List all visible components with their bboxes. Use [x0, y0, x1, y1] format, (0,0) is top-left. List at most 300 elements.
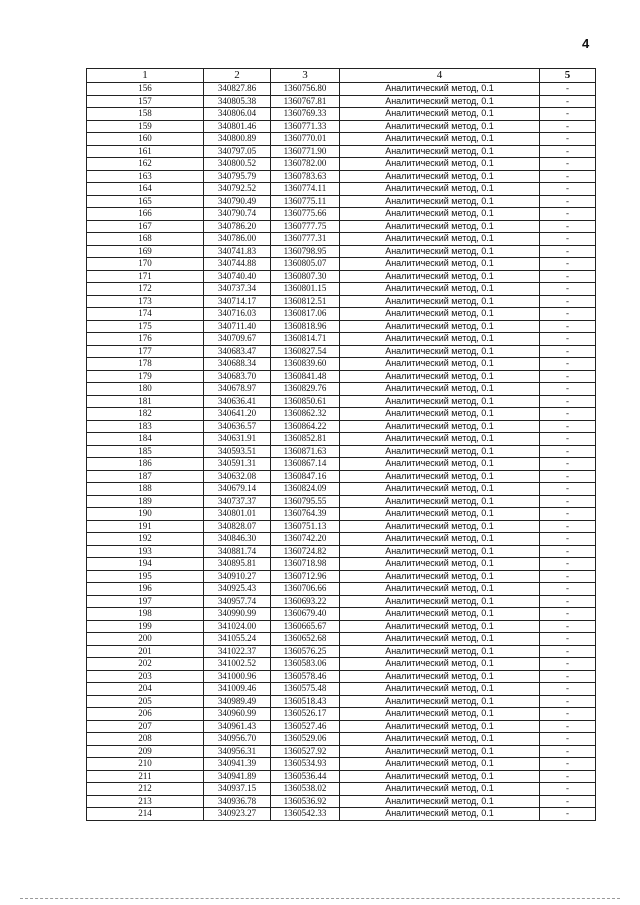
- table-row: [87, 83, 596, 96]
- y-coordinate-cell: 1360718.98: [271, 558, 340, 571]
- table-row: [87, 383, 596, 396]
- table-row: [87, 120, 596, 133]
- x-coordinate-cell: 341000.96: [204, 670, 271, 683]
- dash-cell: -: [540, 445, 596, 458]
- dash-cell: -: [540, 320, 596, 333]
- y-coordinate-cell: 1360771.33: [271, 120, 340, 133]
- point-number-cell: 197: [87, 595, 204, 608]
- method-cell: Аналитический метод, 0.1: [340, 320, 540, 333]
- y-coordinate-cell: 1360795.55: [271, 495, 340, 508]
- dash-cell: -: [540, 195, 596, 208]
- table-row: [87, 558, 596, 571]
- table-row: [87, 733, 596, 746]
- dash-cell: -: [540, 520, 596, 533]
- dash-cell: -: [540, 483, 596, 496]
- y-coordinate-cell: 1360827.54: [271, 345, 340, 358]
- point-number-cell: 199: [87, 620, 204, 633]
- dash-cell: -: [540, 633, 596, 646]
- method-cell: Аналитический метод, 0.1: [340, 795, 540, 808]
- method-cell: Аналитический метод, 0.1: [340, 583, 540, 596]
- table-row: [87, 208, 596, 221]
- x-coordinate-cell: 341024.00: [204, 620, 271, 633]
- y-coordinate-cell: 1360679.40: [271, 608, 340, 621]
- table-row: [87, 758, 596, 771]
- x-coordinate-cell: 340740.40: [204, 270, 271, 283]
- method-cell: Аналитический метод, 0.1: [340, 408, 540, 421]
- method-cell: Аналитический метод, 0.1: [340, 120, 540, 133]
- table-row: [87, 420, 596, 433]
- x-coordinate-cell: 340790.74: [204, 208, 271, 221]
- x-coordinate-cell: 340737.34: [204, 283, 271, 296]
- x-coordinate-cell: 340683.70: [204, 370, 271, 383]
- y-coordinate-cell: 1360527.92: [271, 745, 340, 758]
- table-row: [87, 633, 596, 646]
- x-coordinate-cell: 341002.52: [204, 658, 271, 671]
- table-row: [87, 145, 596, 158]
- x-coordinate-cell: 340957.74: [204, 595, 271, 608]
- method-cell: Аналитический метод, 0.1: [340, 183, 540, 196]
- dash-cell: -: [540, 358, 596, 371]
- dash-cell: -: [540, 170, 596, 183]
- y-coordinate-cell: 1360812.51: [271, 295, 340, 308]
- x-coordinate-cell: 340827.86: [204, 83, 271, 96]
- dash-cell: -: [540, 720, 596, 733]
- x-coordinate-cell: 340795.79: [204, 170, 271, 183]
- point-number-cell: 206: [87, 708, 204, 721]
- x-coordinate-cell: 340956.70: [204, 733, 271, 746]
- method-cell: Аналитический метод, 0.1: [340, 733, 540, 746]
- point-number-cell: 179: [87, 370, 204, 383]
- dash-cell: -: [540, 395, 596, 408]
- y-coordinate-cell: 1360527.46: [271, 720, 340, 733]
- y-coordinate-cell: 1360742.20: [271, 533, 340, 546]
- x-coordinate-cell: 340679.14: [204, 483, 271, 496]
- method-cell: Аналитический метод, 0.1: [340, 270, 540, 283]
- y-coordinate-cell: 1360775.11: [271, 195, 340, 208]
- method-cell: Аналитический метод, 0.1: [340, 595, 540, 608]
- table-row: [87, 645, 596, 658]
- dash-cell: -: [540, 795, 596, 808]
- y-coordinate-cell: 1360783.63: [271, 170, 340, 183]
- y-coordinate-cell: 1360814.71: [271, 333, 340, 346]
- x-coordinate-cell: 340741.83: [204, 245, 271, 258]
- table-row: [87, 458, 596, 471]
- point-number-cell: 194: [87, 558, 204, 571]
- x-coordinate-cell: 340792.52: [204, 183, 271, 196]
- point-number-cell: 165: [87, 195, 204, 208]
- table-row: [87, 683, 596, 696]
- dash-cell: -: [540, 708, 596, 721]
- x-coordinate-cell: 340714.17: [204, 295, 271, 308]
- dash-cell: -: [540, 270, 596, 283]
- point-number-cell: 159: [87, 120, 204, 133]
- dash-cell: -: [540, 683, 596, 696]
- table-row: [87, 695, 596, 708]
- table-row: [87, 770, 596, 783]
- point-number-cell: 193: [87, 545, 204, 558]
- method-cell: Аналитический метод, 0.1: [340, 195, 540, 208]
- method-cell: Аналитический метод, 0.1: [340, 395, 540, 408]
- x-coordinate-cell: 340923.27: [204, 808, 271, 821]
- table-row: [87, 433, 596, 446]
- method-cell: Аналитический метод, 0.1: [340, 220, 540, 233]
- point-number-cell: 174: [87, 308, 204, 321]
- table-row: [87, 233, 596, 246]
- point-number-cell: 171: [87, 270, 204, 283]
- y-coordinate-cell: 1360764.39: [271, 508, 340, 521]
- dash-cell: -: [540, 283, 596, 296]
- y-coordinate-cell: 1360706.66: [271, 583, 340, 596]
- y-coordinate-cell: 1360538.02: [271, 783, 340, 796]
- method-cell: Аналитический метод, 0.1: [340, 570, 540, 583]
- x-coordinate-cell: 340925.43: [204, 583, 271, 596]
- y-coordinate-cell: 1360526.17: [271, 708, 340, 721]
- method-cell: Аналитический метод, 0.1: [340, 783, 540, 796]
- y-coordinate-cell: 1360769.33: [271, 108, 340, 121]
- method-cell: Аналитический метод, 0.1: [340, 283, 540, 296]
- y-coordinate-cell: 1360867.14: [271, 458, 340, 471]
- table-row: [87, 95, 596, 108]
- method-cell: Аналитический метод, 0.1: [340, 83, 540, 96]
- point-number-cell: 172: [87, 283, 204, 296]
- method-cell: Аналитический метод, 0.1: [340, 145, 540, 158]
- method-cell: Аналитический метод, 0.1: [340, 470, 540, 483]
- y-coordinate-cell: 1360534.93: [271, 758, 340, 771]
- y-coordinate-cell: 1360864.22: [271, 420, 340, 433]
- x-coordinate-cell: 340828.07: [204, 520, 271, 533]
- table-row: [87, 258, 596, 271]
- table-row: [87, 183, 596, 196]
- point-number-cell: 189: [87, 495, 204, 508]
- dash-cell: -: [540, 533, 596, 546]
- table-row: [87, 483, 596, 496]
- point-number-cell: 157: [87, 95, 204, 108]
- x-coordinate-cell: 340800.89: [204, 133, 271, 146]
- method-cell: Аналитический метод, 0.1: [340, 458, 540, 471]
- table-row: [87, 133, 596, 146]
- dash-cell: -: [540, 783, 596, 796]
- table-row: [87, 495, 596, 508]
- x-coordinate-cell: 340678.97: [204, 383, 271, 396]
- point-number-cell: 173: [87, 295, 204, 308]
- column-header-1: 1: [87, 69, 204, 83]
- point-number-cell: 192: [87, 533, 204, 546]
- method-cell: Аналитический метод, 0.1: [340, 645, 540, 658]
- method-cell: Аналитический метод, 0.1: [340, 745, 540, 758]
- method-cell: Аналитический метод, 0.1: [340, 245, 540, 258]
- method-cell: Аналитический метод, 0.1: [340, 333, 540, 346]
- method-cell: Аналитический метод, 0.1: [340, 370, 540, 383]
- dash-cell: -: [540, 245, 596, 258]
- method-cell: Аналитический метод, 0.1: [340, 545, 540, 558]
- y-coordinate-cell: 1360724.82: [271, 545, 340, 558]
- table-row: [87, 745, 596, 758]
- table-row: [87, 320, 596, 333]
- dash-cell: -: [540, 95, 596, 108]
- point-number-cell: 207: [87, 720, 204, 733]
- method-cell: Аналитический метод, 0.1: [340, 420, 540, 433]
- point-number-cell: 169: [87, 245, 204, 258]
- y-coordinate-cell: 1360774.11: [271, 183, 340, 196]
- x-coordinate-cell: 340632.08: [204, 470, 271, 483]
- point-number-cell: 195: [87, 570, 204, 583]
- point-number-cell: 162: [87, 158, 204, 171]
- dash-cell: -: [540, 233, 596, 246]
- y-coordinate-cell: 1360850.61: [271, 395, 340, 408]
- method-cell: Аналитический метод, 0.1: [340, 95, 540, 108]
- table-row: [87, 570, 596, 583]
- method-cell: Аналитический метод, 0.1: [340, 170, 540, 183]
- dash-cell: -: [540, 670, 596, 683]
- dash-cell: -: [540, 558, 596, 571]
- y-coordinate-cell: 1360712.96: [271, 570, 340, 583]
- x-coordinate-cell: 340716.03: [204, 308, 271, 321]
- table-row: [87, 408, 596, 421]
- point-number-cell: 178: [87, 358, 204, 371]
- point-number-cell: 212: [87, 783, 204, 796]
- y-coordinate-cell: 1360583.06: [271, 658, 340, 671]
- dash-cell: -: [540, 183, 596, 196]
- y-coordinate-cell: 1360805.07: [271, 258, 340, 271]
- y-coordinate-cell: 1360536.92: [271, 795, 340, 808]
- x-coordinate-cell: 340881.74: [204, 545, 271, 558]
- y-coordinate-cell: 1360818.96: [271, 320, 340, 333]
- x-coordinate-cell: 341009.46: [204, 683, 271, 696]
- table-row: [87, 533, 596, 546]
- x-coordinate-cell: 341055.24: [204, 633, 271, 646]
- table-row: [87, 783, 596, 796]
- x-coordinate-cell: 340790.49: [204, 195, 271, 208]
- dash-cell: -: [540, 508, 596, 521]
- point-number-cell: 160: [87, 133, 204, 146]
- x-coordinate-cell: 340709.67: [204, 333, 271, 346]
- method-cell: Аналитический метод, 0.1: [340, 483, 540, 496]
- point-number-cell: 187: [87, 470, 204, 483]
- y-coordinate-cell: 1360529.06: [271, 733, 340, 746]
- method-cell: Аналитический метод, 0.1: [340, 670, 540, 683]
- dash-cell: -: [540, 620, 596, 633]
- point-number-cell: 164: [87, 183, 204, 196]
- x-coordinate-cell: 340786.00: [204, 233, 271, 246]
- x-coordinate-cell: 340961.43: [204, 720, 271, 733]
- point-number-cell: 161: [87, 145, 204, 158]
- dash-cell: -: [540, 658, 596, 671]
- x-coordinate-cell: 341022.37: [204, 645, 271, 658]
- table-row: [87, 520, 596, 533]
- dash-cell: -: [540, 145, 596, 158]
- y-coordinate-cell: 1360777.75: [271, 220, 340, 233]
- table-row: [87, 658, 596, 671]
- point-number-cell: 191: [87, 520, 204, 533]
- x-coordinate-cell: 340895.81: [204, 558, 271, 571]
- point-number-cell: 176: [87, 333, 204, 346]
- method-cell: Аналитический метод, 0.1: [340, 633, 540, 646]
- point-number-cell: 181: [87, 395, 204, 408]
- point-number-cell: 202: [87, 658, 204, 671]
- method-cell: Аналитический метод, 0.1: [340, 233, 540, 246]
- method-cell: Аналитический метод, 0.1: [340, 770, 540, 783]
- table-row: [87, 670, 596, 683]
- method-cell: Аналитический метод, 0.1: [340, 433, 540, 446]
- y-coordinate-cell: 1360578.46: [271, 670, 340, 683]
- point-number-cell: 210: [87, 758, 204, 771]
- dash-cell: -: [540, 333, 596, 346]
- dash-cell: -: [540, 408, 596, 421]
- method-cell: Аналитический метод, 0.1: [340, 495, 540, 508]
- table-row: [87, 708, 596, 721]
- table-row: [87, 445, 596, 458]
- y-coordinate-cell: 1360536.44: [271, 770, 340, 783]
- method-cell: Аналитический метод, 0.1: [340, 683, 540, 696]
- dash-cell: -: [540, 420, 596, 433]
- table-row: [87, 345, 596, 358]
- method-cell: Аналитический метод, 0.1: [340, 520, 540, 533]
- dash-cell: -: [540, 383, 596, 396]
- dash-cell: -: [540, 758, 596, 771]
- y-coordinate-cell: 1360862.32: [271, 408, 340, 421]
- table-row: [87, 720, 596, 733]
- method-cell: Аналитический метод, 0.1: [340, 383, 540, 396]
- point-number-cell: 208: [87, 733, 204, 746]
- dash-cell: -: [540, 133, 596, 146]
- bottom-divider: [20, 898, 620, 899]
- dash-cell: -: [540, 733, 596, 746]
- y-coordinate-cell: 1360839.60: [271, 358, 340, 371]
- method-cell: Аналитический метод, 0.1: [340, 533, 540, 546]
- table-row: [87, 595, 596, 608]
- y-coordinate-cell: 1360756.80: [271, 83, 340, 96]
- table-row: [87, 370, 596, 383]
- table-body: [87, 83, 596, 821]
- y-coordinate-cell: 1360777.31: [271, 233, 340, 246]
- x-coordinate-cell: 340989.49: [204, 695, 271, 708]
- dash-cell: -: [540, 345, 596, 358]
- table-row: [87, 170, 596, 183]
- y-coordinate-cell: 1360767.81: [271, 95, 340, 108]
- y-coordinate-cell: 1360841.48: [271, 370, 340, 383]
- point-number-cell: 182: [87, 408, 204, 421]
- table-row: [87, 545, 596, 558]
- table-row: [87, 158, 596, 171]
- point-number-cell: 185: [87, 445, 204, 458]
- column-header-2: 2: [204, 69, 271, 83]
- dash-cell: -: [540, 470, 596, 483]
- table-row: [87, 245, 596, 258]
- dash-cell: -: [540, 108, 596, 121]
- method-cell: Аналитический метод, 0.1: [340, 758, 540, 771]
- x-coordinate-cell: 340801.46: [204, 120, 271, 133]
- method-cell: Аналитический метод, 0.1: [340, 508, 540, 521]
- method-cell: Аналитический метод, 0.1: [340, 358, 540, 371]
- method-cell: Аналитический метод, 0.1: [340, 708, 540, 721]
- table-row: [87, 508, 596, 521]
- point-number-cell: 204: [87, 683, 204, 696]
- x-coordinate-cell: 340806.04: [204, 108, 271, 121]
- dash-cell: -: [540, 458, 596, 471]
- point-number-cell: 177: [87, 345, 204, 358]
- x-coordinate-cell: 340641.20: [204, 408, 271, 421]
- table-row: [87, 108, 596, 121]
- dash-cell: -: [540, 808, 596, 821]
- y-coordinate-cell: 1360798.95: [271, 245, 340, 258]
- y-coordinate-cell: 1360824.09: [271, 483, 340, 496]
- point-number-cell: 214: [87, 808, 204, 821]
- point-number-cell: 186: [87, 458, 204, 471]
- point-number-cell: 167: [87, 220, 204, 233]
- y-coordinate-cell: 1360801.15: [271, 283, 340, 296]
- y-coordinate-cell: 1360542.33: [271, 808, 340, 821]
- x-coordinate-cell: 340910.27: [204, 570, 271, 583]
- page-number: 4: [582, 36, 590, 51]
- x-coordinate-cell: 340956.31: [204, 745, 271, 758]
- x-coordinate-cell: 340800.52: [204, 158, 271, 171]
- y-coordinate-cell: 1360770.01: [271, 133, 340, 146]
- x-coordinate-cell: 340941.39: [204, 758, 271, 771]
- y-coordinate-cell: 1360652.68: [271, 633, 340, 646]
- dash-cell: -: [540, 295, 596, 308]
- y-coordinate-cell: 1360576.25: [271, 645, 340, 658]
- table-row: [87, 608, 596, 621]
- y-coordinate-cell: 1360829.76: [271, 383, 340, 396]
- x-coordinate-cell: 340801.01: [204, 508, 271, 521]
- table-row: [87, 295, 596, 308]
- dash-cell: -: [540, 545, 596, 558]
- x-coordinate-cell: 340688.34: [204, 358, 271, 371]
- x-coordinate-cell: 340990.99: [204, 608, 271, 621]
- dash-cell: -: [540, 595, 596, 608]
- point-number-cell: 183: [87, 420, 204, 433]
- x-coordinate-cell: 340737.37: [204, 495, 271, 508]
- coordinates-table: [86, 68, 596, 821]
- x-coordinate-cell: 340711.40: [204, 320, 271, 333]
- y-coordinate-cell: 1360817.06: [271, 308, 340, 321]
- x-coordinate-cell: 340846.30: [204, 533, 271, 546]
- point-number-cell: 200: [87, 633, 204, 646]
- dash-cell: -: [540, 370, 596, 383]
- y-coordinate-cell: 1360693.22: [271, 595, 340, 608]
- y-coordinate-cell: 1360518.43: [271, 695, 340, 708]
- y-coordinate-cell: 1360807.30: [271, 270, 340, 283]
- point-number-cell: 175: [87, 320, 204, 333]
- table-row: [87, 583, 596, 596]
- table-row: [87, 795, 596, 808]
- x-coordinate-cell: 340591.31: [204, 458, 271, 471]
- x-coordinate-cell: 340744.88: [204, 258, 271, 271]
- point-number-cell: 198: [87, 608, 204, 621]
- method-cell: Аналитический метод, 0.1: [340, 558, 540, 571]
- dash-cell: -: [540, 433, 596, 446]
- method-cell: Аналитический метод, 0.1: [340, 808, 540, 821]
- y-coordinate-cell: 1360575.48: [271, 683, 340, 696]
- dash-cell: -: [540, 208, 596, 221]
- x-coordinate-cell: 340786.20: [204, 220, 271, 233]
- table-row: [87, 283, 596, 296]
- x-coordinate-cell: 340936.78: [204, 795, 271, 808]
- x-coordinate-cell: 340797.05: [204, 145, 271, 158]
- table-row: [87, 470, 596, 483]
- table-row: [87, 308, 596, 321]
- dash-cell: -: [540, 308, 596, 321]
- table-row: [87, 395, 596, 408]
- dash-cell: -: [540, 120, 596, 133]
- dash-cell: -: [540, 583, 596, 596]
- dash-cell: -: [540, 220, 596, 233]
- method-cell: Аналитический метод, 0.1: [340, 608, 540, 621]
- method-cell: Аналитический метод, 0.1: [340, 208, 540, 221]
- dash-cell: -: [540, 695, 596, 708]
- method-cell: Аналитический метод, 0.1: [340, 658, 540, 671]
- method-cell: Аналитический метод, 0.1: [340, 445, 540, 458]
